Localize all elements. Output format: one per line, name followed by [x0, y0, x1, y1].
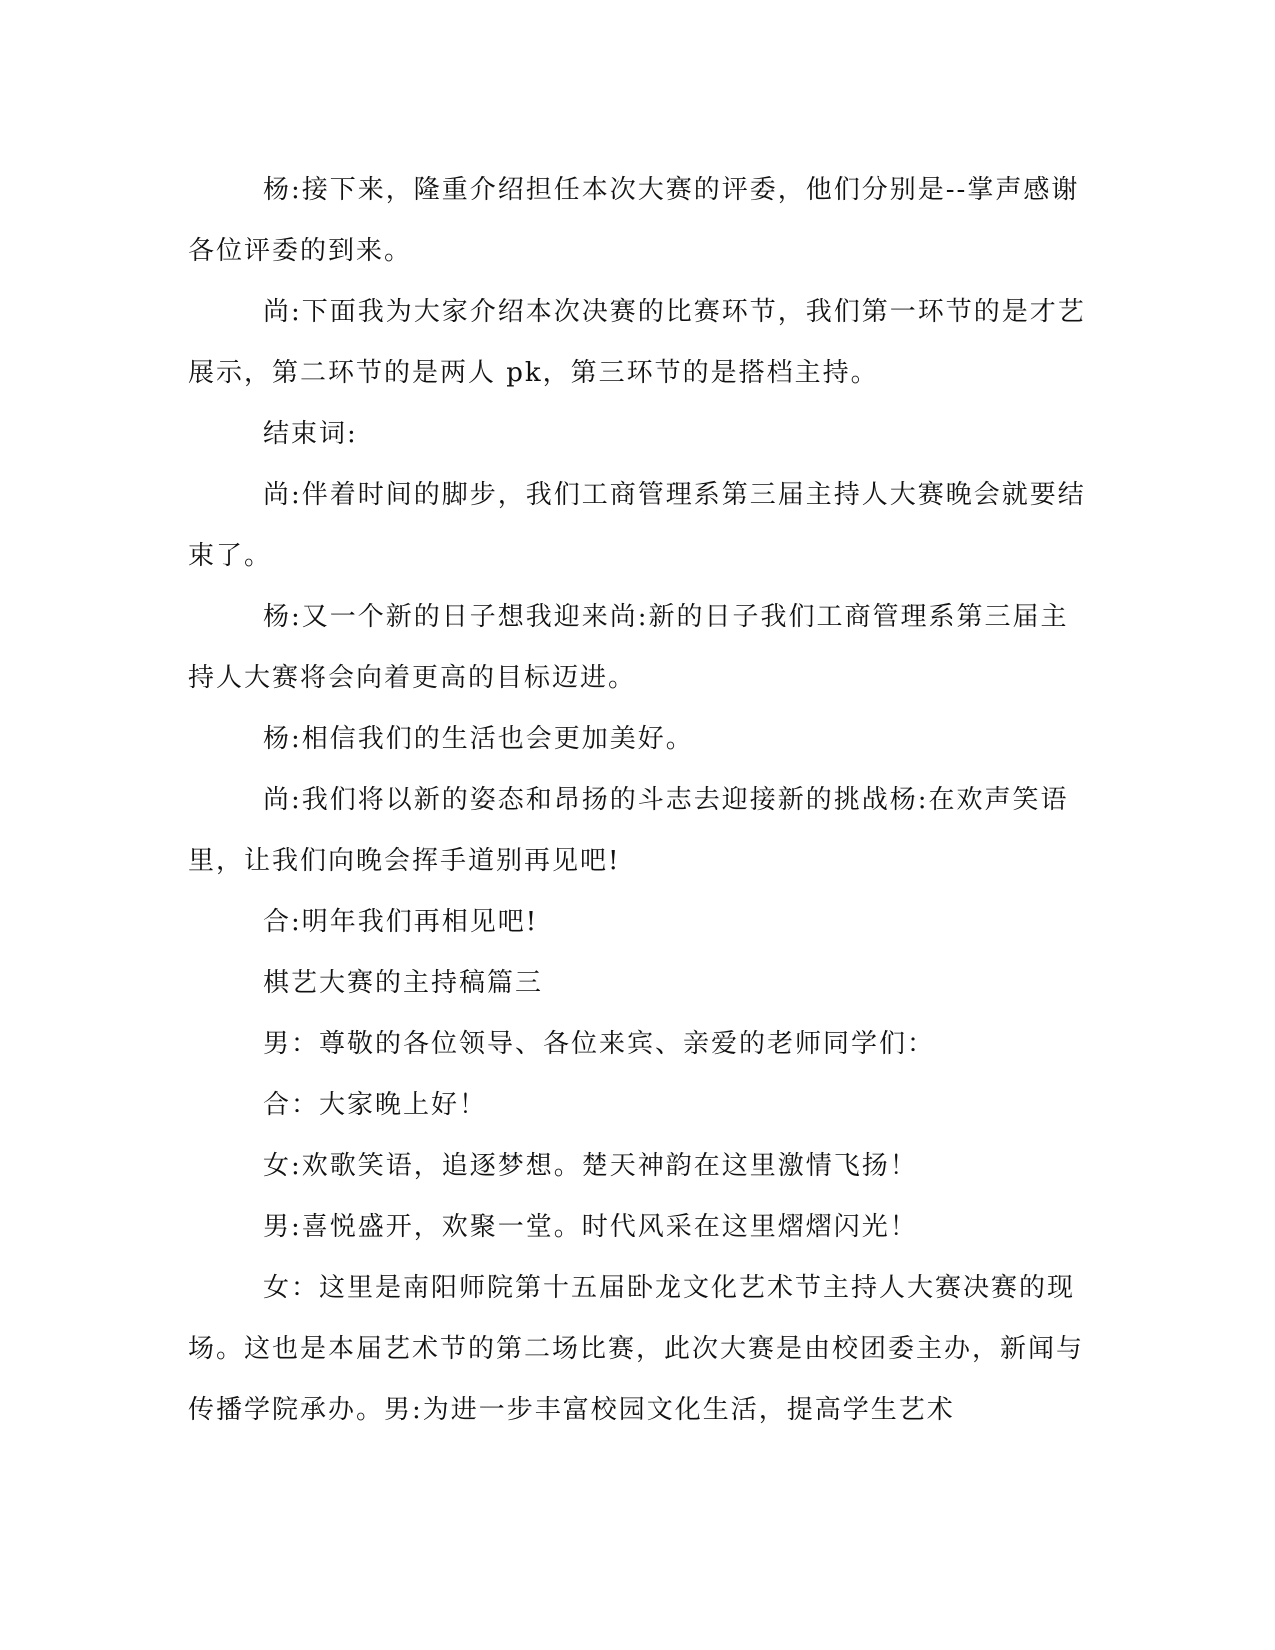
paragraph-shang-ending: 尚:伴着时间的脚步，我们工商管理系第三届主持人大赛晚会就要结束了。 — [188, 480, 1086, 571]
paragraph-yang-judges: 杨:接下来，隆重介绍担任本次大赛的评委，他们分别是--掌声感谢各位评委的到来。 — [188, 175, 1080, 266]
paragraph-male-joy: 男:喜悦盛开，欢聚一堂。时代风采在这里熠熠闪光！ — [263, 1212, 918, 1242]
paragraph-male-greeting: 男：尊敬的各位领导、各位来宾、亲爱的老师同学们： — [263, 1029, 936, 1059]
paragraph-yang-better-life: 杨:相信我们的生活也会更加美好。 — [263, 724, 694, 754]
paragraph-closing-heading: 结束词: — [263, 419, 358, 449]
paragraph-shang-rounds: 尚:下面我为大家介绍本次决赛的比赛环节，我们第一环节的是才艺展示，第二环节的是两人 pk，第三环节的是搭档主持。 — [188, 297, 1086, 388]
paragraph-yang-new-day: 杨:又一个新的日子想我迎来尚:新的日子我们工商管理系第三届主持人大赛将会向着更高的目标迈进。 — [188, 602, 1069, 693]
paragraph-together-good-evening: 合：大家晚上好！ — [263, 1090, 488, 1120]
paragraph-together-next-year: 合:明年我们再相见吧! — [263, 907, 539, 937]
document-body — [188, 160, 1088, 1441]
section-title-part-three: 棋艺大赛的主持稿篇三 — [263, 968, 544, 998]
paragraph-female-venue: 女：这里是南阳师院第十五届卧龙文化艺术节主持人大赛决赛的现场。这也是本届艺术节的第二场比赛，此次大赛是由校团委主办，新闻与传播学院承办。男:为进一步丰富校园文化生活，提高学生艺术 — [188, 1273, 1085, 1425]
paragraph-female-dreams: 女:欢歌笑语，追逐梦想。楚天神韵在这里激情飞扬！ — [263, 1151, 918, 1181]
paragraph-shang-challenge: 尚:我们将以新的姿态和昂扬的斗志去迎接新的挑战杨:在欢声笑语里，让我们向晚会挥手道别再见吧! — [188, 785, 1069, 876]
